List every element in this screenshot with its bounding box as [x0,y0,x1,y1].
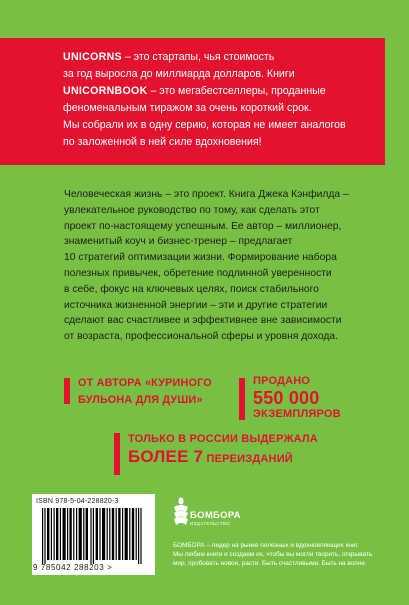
description-line: знаменитый коуч и бизнес-тренер – предлагает [64,236,293,248]
barcode-box [32,494,155,575]
author-accent-bar [64,378,70,404]
russia-editions [128,447,293,469]
description-line: Человеческая жизнь – это проект. Книга Джека Кэнфилда – [64,189,349,200]
series-line [63,134,385,151]
series-line [63,117,385,134]
russia-big: БОЛЕЕ 7 [128,447,204,466]
publisher-subtitle: ИЗДАТЕЛЬСТВО [190,521,231,526]
series-text: Мы собрали их в одну серию, которая не имеет аналогов [63,118,346,131]
description-line: в себе, фокус на ключевых целях, поиск стабильного [64,283,319,295]
description-line: увлекательное руководство по тому, как сделать этот [64,204,320,216]
description-line: сделают вас счастливее и эффективнее вне зависимости [64,315,342,327]
series-line [63,49,385,66]
russia-line: ТОЛЬКО В РОССИИ ВЫДЕРЖАЛА [128,433,318,445]
sold-unit: ЭКЗЕМПЛЯРОВ [253,408,341,420]
publisher-line: БОМБОРА – лидер на рынке полезных и вдохновляющих книг. [173,542,359,549]
sold-accent-bar [239,378,245,420]
bombora-logo-icon [173,497,189,527]
publisher-line: Мы любим книги и создаем их, чтобы вы могли творить, открывать [173,551,373,558]
publisher-line: мир, пробовать новое, расти. Быть счастливыми. Быть на волне. [173,560,367,567]
isbn-text: ISBN 978-5-04-228820-3 [36,498,119,505]
book-description [64,187,364,345]
barcode-graphic [42,508,146,564]
series-bold: UNICORNS [63,51,122,63]
author-highlight [78,375,212,409]
series-line [63,66,385,83]
series-text: – это стартапы, чья стоимость [121,51,275,63]
russia-small: ПЕРЕИЗДАНИЙ [203,453,293,465]
sold-number: 550 000 [253,388,320,408]
ean-digits: 9 785042 288203 > [33,563,113,572]
series-text: – это мегабестселлеры, проданные [147,84,326,97]
author-line: БУЛЬОНА ДЛЯ ДУШИ» [78,394,203,406]
description-line: проект по-настоящему успешным. Ее автор – миллионер, [64,220,342,232]
russia-accent-bar [114,433,120,475]
description-line: 10 стратегий оптимизации жизни. Формирование набора [64,252,337,264]
series-text: за год выросла до миллиарда долларов. Книги [63,67,295,80]
series-text: по заложенной в ней силе вдохновения! [63,135,262,148]
publisher-name: БОМБОРА [190,510,241,521]
author-line: ОТ АВТОРА «КУРИНОГО [78,377,212,389]
series-line [63,100,385,117]
description-line: от возраста, профессиональной сферы и уровня дохода. [64,331,339,343]
sold-label: ПРОДАНО [253,375,311,387]
description-line: полезных привычек, обретение подлинной уверенности [64,267,332,279]
series-bold: UNICORNBOOK [63,84,148,97]
description-line: источника жизненной энергии – эти и другие стратегии [64,299,328,311]
series-text: феноменальным тиражом за очень короткий срок. [63,101,312,114]
series-line [63,83,385,100]
series-info-box [0,38,385,165]
publisher-blurb [173,541,393,568]
